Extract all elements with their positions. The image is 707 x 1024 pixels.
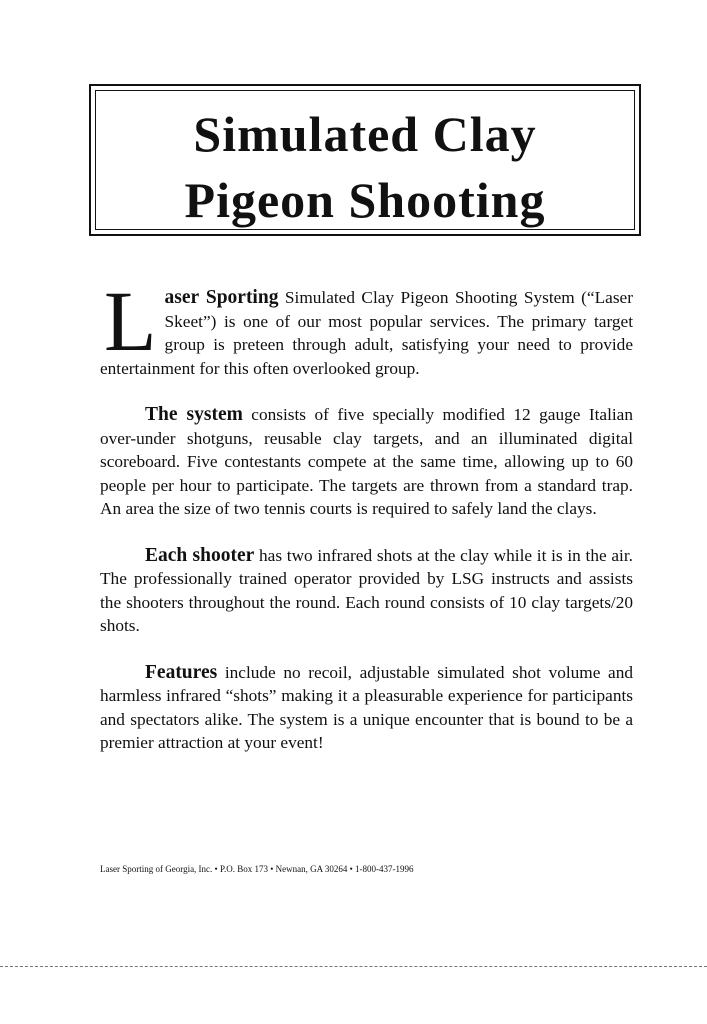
system-text: consists of five specially modified 12 gauge Italian over-under shotguns, reusable clay targets, and an illuminated digital scoreboard. Five contestants compete at the same time, allowing up to 60 people per hour to participate. The targets are thrown from a standard trap. An area the size of two tennis courts is required to safely land the clays.	[100, 405, 633, 518]
bottom-divider	[0, 966, 707, 967]
title-line-1: Simulated Clay	[193, 106, 537, 162]
shooter-paragraph	[100, 544, 633, 638]
title-box	[89, 84, 641, 236]
drop-cap: L	[104, 273, 157, 369]
system-paragraph	[100, 403, 633, 521]
shooter-lead: Each shooter	[145, 544, 255, 566]
intro-paragraph	[100, 273, 633, 380]
intro-lead: aser Sporting	[164, 287, 279, 308]
title-box-inner-border	[95, 90, 635, 230]
features-paragraph	[100, 661, 633, 755]
title-line-2: Pigeon Shooting	[184, 172, 546, 228]
shooter-text: has two infrared shots at the clay while it is in the air. The professionally trained operator provided by LSG instructs and assists the shooters throughout the round. Each round consists of 10 clay targets/20 shots.	[100, 545, 633, 635]
footer-contact: Laser Sporting of Georgia, Inc. • P.O. Box 173 • Newnan, GA 30264 • 1-800-437-1996	[100, 864, 414, 874]
intro-text: Simulated Clay Pigeon Shooting System (“Laser Skeet”) is one of our most popular services. The primary target group is preteen through adult, satisfying your need to provide entertainment for this often overlooked group.	[100, 288, 633, 378]
system-lead: The system	[145, 404, 243, 425]
body-content	[100, 273, 633, 778]
features-text: include no recoil, adjustable simulated shot volume and harmless infrared “shots” making it a pleasurable experience for participants and spectators alike. The system is a unique encounter that is bound to be a premier attraction at your event!	[100, 662, 633, 752]
features-lead: Features	[145, 661, 218, 683]
